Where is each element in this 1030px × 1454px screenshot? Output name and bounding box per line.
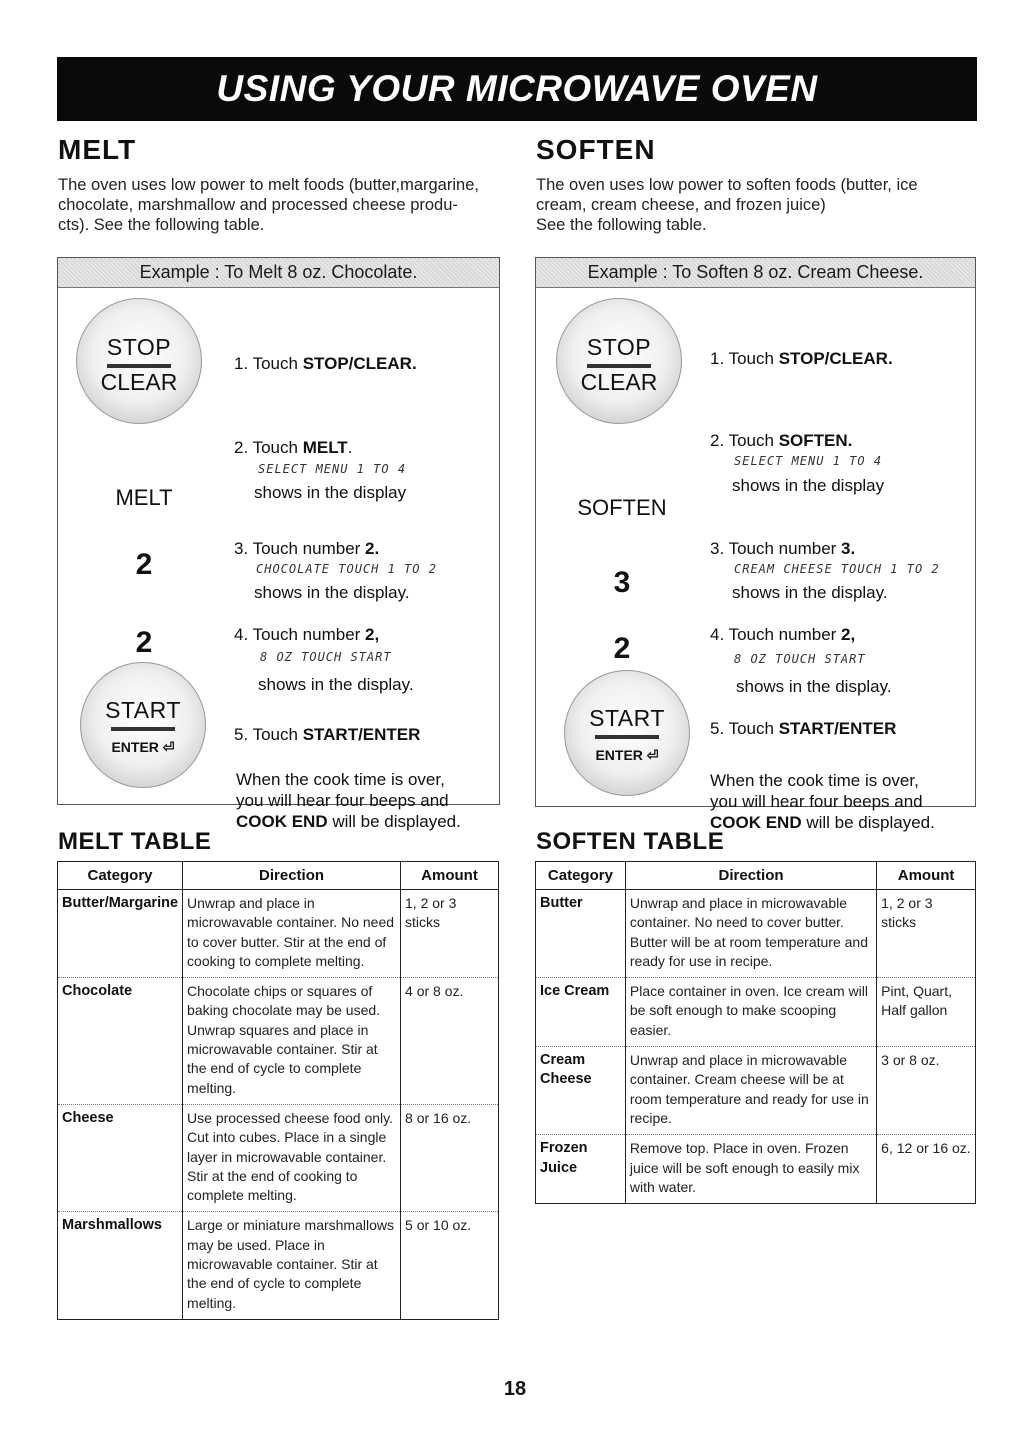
soften-intro-line-3: See the following table. [536,216,707,234]
direction-cell: Large or miniature marshmallows may be used. Place in microwavable container. Stir at the end of cycle to complete melting. [183,1212,401,1319]
soften-example-box [535,257,976,832]
melt-table [57,861,499,1320]
start-label: START [589,705,665,731]
clear-label: CLEAR [100,369,178,395]
table-row [536,978,976,1047]
amount-cell: Pint, Quart, Half gallon [877,978,976,1047]
direction-cell: Remove top. Place in oven. Frozen juice will be soft enough to easily mix with water. [625,1135,876,1204]
table-row [58,1212,499,1319]
direction-cell: Place container in oven. Ice cream will be soft enough to make scooping easier. [625,978,876,1047]
melt-title: MELT [58,134,137,165]
number-key-2-second[interactable]: 2 [135,626,153,659]
melt-step-1: 1. Touch STOP/CLEAR. [234,354,417,373]
melt-end-note: When the cook time is over, you will hear four beeps and COOK END will be displayed. [236,770,461,831]
melt-intro-line-1: The oven uses low power to melt foods (butter,margarine, [58,176,479,194]
soften-step-3-shows: shows in the display. [732,583,888,602]
column-header-category: Category [536,862,626,890]
start-label: START [105,697,181,723]
table-row [58,1104,499,1211]
table-row [58,978,499,1105]
direction-cell: Chocolate chips or squares of baking chocolate may be used. Unwrap squares and place in microwavable container. Stir at the end of cycle to complete melting. [183,978,401,1105]
amount-cell: 3 or 8 oz. [877,1047,976,1135]
soften-intro-line-2: cream, cream cheese, and frozen juice) [536,196,826,214]
soften-step-3: 3. Touch number 3. [710,539,856,558]
category-cell: Frozen Juice [536,1135,626,1204]
enter-label: ENTER ⏎ [111,739,175,755]
soften-step-4: 4. Touch number 2, [710,625,856,644]
soften-end-note: When the cook time is over, you will hear four beeps and COOK END will be displayed. [710,771,935,832]
melt-step-4-display: 8 OZ TOUCH START [260,650,392,664]
number-key-2[interactable]: 2 [135,548,153,581]
table-row [536,1135,976,1204]
melt-intro-line-2: chocolate, marshmallow and processed cheese produ- [58,196,458,214]
soften-example-body [536,288,975,832]
melt-step-4-shows: shows in the display. [258,675,414,694]
melt-example-box [57,257,500,831]
soften-step-4-shows: shows in the display. [736,677,892,696]
soften-step-3-display: CREAM CHEESE TOUCH 1 TO 2 [734,562,940,576]
banner-title: USING YOUR MICROWAVE OVEN [216,68,818,109]
column-header-direction: Direction [625,862,876,890]
soften-step-1: 1. Touch STOP/CLEAR. [710,349,893,368]
category-cell: Ice Cream [536,978,626,1047]
soften-step-5: 5. Touch START/ENTER [710,719,897,738]
amount-cell: 8 or 16 oz. [401,1104,499,1211]
column-header-direction: Direction [183,862,401,890]
button-divider [111,727,175,731]
soften-table [535,861,976,1204]
stop-label: STOP [106,334,172,360]
category-cell: Cream Cheese [536,1047,626,1135]
soften-step-4-display: 8 OZ TOUCH START [734,652,866,666]
melt-step-4: 4. Touch number 2, [234,625,380,644]
button-divider [587,364,651,368]
table-row [58,890,499,978]
soften-step-2-shows: shows in the display [732,476,885,495]
enter-icon: ⏎ [162,739,175,755]
page-number: 18 [503,1378,527,1400]
melt-table-title: MELT TABLE [58,828,212,855]
soften-intro [536,175,976,235]
melt-step-5: 5. Touch START/ENTER [234,725,421,744]
melt-step-3: 3. Touch number 2. [234,539,380,558]
melt-intro-line-3: cts). See the following table. [58,216,265,234]
column-header-amount: Amount [401,862,499,890]
melt-key[interactable]: MELT [115,485,173,510]
soften-intro-line-1: The oven uses low power to soften foods (butter, ice [536,176,918,194]
category-cell: Cheese [58,1104,183,1211]
category-cell: Butter [536,890,626,978]
category-cell: Chocolate [58,978,183,1105]
soften-table-header-row [536,862,976,890]
direction-cell: Unwrap and place in microwavable container. No need to cover butter. Stir at the end of cooking to complete melting. [183,890,401,978]
stop-clear-button[interactable] [76,298,202,424]
melt-step-3-shows: shows in the display. [254,583,410,602]
soften-key[interactable]: SOFTEN [577,495,667,520]
melt-step-2-shows: shows in the display [254,483,407,502]
melt-example-body [58,288,499,831]
category-cell: Butter/Margarine [58,890,183,978]
melt-intro [58,175,508,235]
table-row [536,890,976,978]
soften-step-2-display: SELECT MENU 1 TO 4 [734,454,883,468]
soften-table-title: SOFTEN TABLE [536,828,725,855]
page-banner [57,57,977,121]
column-header-amount: Amount [877,862,976,890]
soften-example-header: Example : To Soften 8 oz. Cream Cheese. [536,258,975,288]
melt-table-header-row [58,862,499,890]
direction-cell: Unwrap and place in microwavable container. Cream cheese will be at room temperature and ready for use in recipe. [625,1047,876,1135]
enter-icon: ⏎ [646,747,659,763]
melt-step-2: 2. Touch MELT. [234,438,353,457]
start-enter-button[interactable] [564,670,690,796]
melt-example-header: Example : To Melt 8 oz. Chocolate. [58,258,499,288]
clear-label: CLEAR [580,369,658,395]
table-row [536,1047,976,1135]
number-key-2[interactable]: 2 [613,632,631,665]
start-enter-button[interactable] [80,662,206,788]
stop-label: STOP [586,334,652,360]
stop-clear-button[interactable] [556,298,682,424]
amount-cell: 1, 2 or 3 sticks [877,890,976,978]
category-cell: Marshmallows [58,1212,183,1319]
soften-title: SOFTEN [536,134,656,165]
direction-cell: Use processed cheese food only. Cut into cubes. Place in a single layer in microwavable container. Stir at the end of cooking to complete melting. [183,1104,401,1211]
column-header-category: Category [58,862,183,890]
soften-step-2: 2. Touch SOFTEN. [710,431,853,450]
amount-cell: 5 or 10 oz. [401,1212,499,1319]
enter-label: ENTER ⏎ [595,747,659,763]
amount-cell: 6, 12 or 16 oz. [877,1135,976,1204]
direction-cell: Unwrap and place in microwavable container. No need to cover butter. Butter will be at room temperature and ready for use in recipe. [625,890,876,978]
number-key-3[interactable]: 3 [613,566,631,599]
amount-cell: 4 or 8 oz. [401,978,499,1105]
button-divider [107,364,171,368]
button-divider [595,735,659,739]
melt-step-2-display: SELECT MENU 1 TO 4 [258,462,407,476]
amount-cell: 1, 2 or 3 sticks [401,890,499,978]
melt-step-3-display: CHOCOLATE TOUCH 1 TO 2 [256,562,437,576]
